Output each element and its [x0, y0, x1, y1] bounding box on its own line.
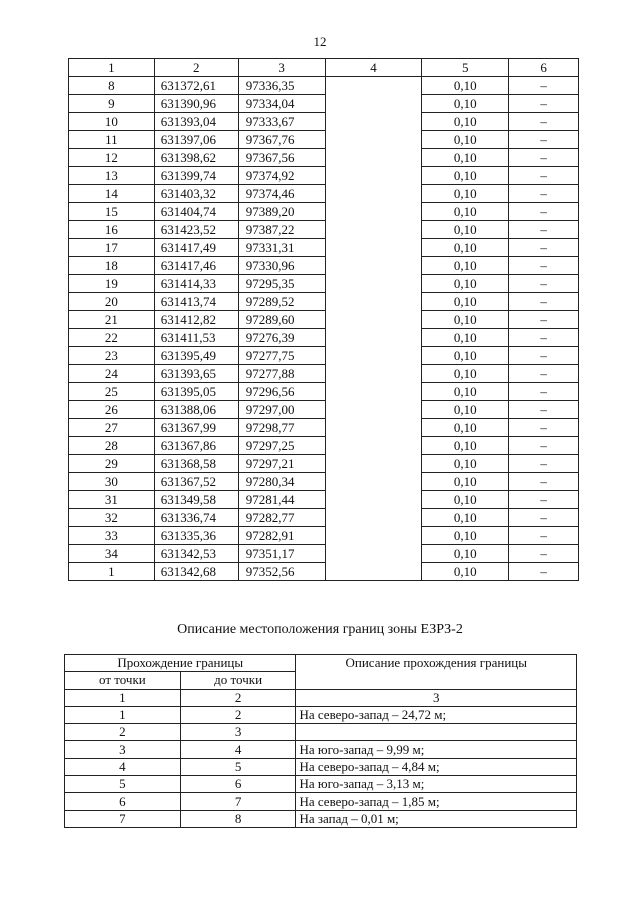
note-cell: –	[509, 185, 579, 203]
description-cell	[325, 293, 422, 311]
note-cell: –	[509, 293, 579, 311]
point-number-cell: 14	[69, 185, 155, 203]
table-header-row	[65, 655, 577, 672]
table-row	[69, 149, 579, 167]
y-coordinate-cell: 97289,52	[238, 293, 325, 311]
x-coordinate-cell: 631395,05	[154, 383, 238, 401]
to-point-cell: 7	[180, 793, 296, 810]
point-number-cell: 21	[69, 311, 155, 329]
from-point-cell: 4	[65, 758, 181, 775]
y-coordinate-cell: 97295,35	[238, 275, 325, 293]
description-cell	[325, 509, 422, 527]
point-number-cell: 27	[69, 419, 155, 437]
x-coordinate-cell: 631413,74	[154, 293, 238, 311]
accuracy-cell: 0,10	[422, 311, 509, 329]
y-coordinate-cell: 97289,60	[238, 311, 325, 329]
y-coordinate-cell: 97351,17	[238, 545, 325, 563]
table-row	[69, 545, 579, 563]
description-cell	[325, 365, 422, 383]
table-row	[69, 113, 579, 131]
to-point-cell: 4	[180, 741, 296, 758]
x-coordinate-cell: 631398,62	[154, 149, 238, 167]
y-coordinate-cell: 97298,77	[238, 419, 325, 437]
y-coordinate-cell: 97331,31	[238, 239, 325, 257]
note-cell: –	[509, 563, 579, 581]
y-coordinate-cell: 97330,96	[238, 257, 325, 275]
description-cell	[325, 113, 422, 131]
note-cell: –	[509, 95, 579, 113]
description-cell: На юго-запад – 9,99 м;	[296, 741, 577, 758]
description-cell	[325, 149, 422, 167]
table-row	[69, 221, 579, 239]
header-cell: 3	[238, 59, 325, 77]
accuracy-cell: 0,10	[422, 329, 509, 347]
column-number: 3	[296, 689, 577, 706]
description-cell: На северо-запад – 1,85 м;	[296, 793, 577, 810]
note-cell: –	[509, 221, 579, 239]
table-row	[69, 509, 579, 527]
boundary-description-table	[64, 654, 577, 828]
accuracy-cell: 0,10	[422, 401, 509, 419]
accuracy-cell: 0,10	[422, 203, 509, 221]
page-number: 12	[313, 34, 327, 49]
note-cell: –	[509, 149, 579, 167]
x-coordinate-cell: 631423,52	[154, 221, 238, 239]
description-cell	[325, 203, 422, 221]
y-coordinate-cell: 97336,35	[238, 77, 325, 95]
point-number-cell: 10	[69, 113, 155, 131]
description-cell	[325, 527, 422, 545]
column-number: 1	[65, 689, 181, 706]
point-number-cell: 22	[69, 329, 155, 347]
table-row	[69, 527, 579, 545]
x-coordinate-cell: 631335,36	[154, 527, 238, 545]
description-cell	[325, 311, 422, 329]
description-cell: На юго-запад – 3,13 м;	[296, 776, 577, 793]
table-row	[65, 776, 577, 793]
header-cell: 2	[154, 59, 238, 77]
x-coordinate-cell: 631390,96	[154, 95, 238, 113]
x-coordinate-cell: 631403,32	[154, 185, 238, 203]
x-coordinate-cell: 631372,61	[154, 77, 238, 95]
accuracy-cell: 0,10	[422, 77, 509, 95]
accuracy-cell: 0,10	[422, 563, 509, 581]
y-coordinate-cell: 97277,75	[238, 347, 325, 365]
y-coordinate-cell: 97334,04	[238, 95, 325, 113]
from-point-cell: 2	[65, 724, 181, 741]
x-coordinate-cell: 631414,33	[154, 275, 238, 293]
accuracy-cell: 0,10	[422, 545, 509, 563]
note-cell: –	[509, 365, 579, 383]
table-row	[69, 293, 579, 311]
description-cell	[325, 491, 422, 509]
table-row	[69, 491, 579, 509]
table-row	[69, 455, 579, 473]
note-cell: –	[509, 203, 579, 221]
point-number-cell: 9	[69, 95, 155, 113]
point-number-cell: 30	[69, 473, 155, 491]
accuracy-cell: 0,10	[422, 347, 509, 365]
note-cell: –	[509, 509, 579, 527]
accuracy-cell: 0,10	[422, 113, 509, 131]
to-point-cell: 8	[180, 810, 296, 827]
table-row	[69, 275, 579, 293]
to-point-cell: 2	[180, 706, 296, 723]
description-cell	[325, 131, 422, 149]
description-cell	[325, 77, 422, 95]
from-point-cell: 7	[65, 810, 181, 827]
table-number-row	[65, 689, 577, 706]
accuracy-cell: 0,10	[422, 419, 509, 437]
x-coordinate-cell: 631367,99	[154, 419, 238, 437]
point-number-cell: 19	[69, 275, 155, 293]
point-number-cell: 33	[69, 527, 155, 545]
x-coordinate-cell: 631342,53	[154, 545, 238, 563]
point-number-cell: 23	[69, 347, 155, 365]
from-point-cell: 1	[65, 706, 181, 723]
table-row	[69, 185, 579, 203]
note-cell: –	[509, 131, 579, 149]
description-cell	[325, 563, 422, 581]
y-coordinate-cell: 97387,22	[238, 221, 325, 239]
description-cell	[325, 239, 422, 257]
note-cell: –	[509, 473, 579, 491]
table-row	[65, 706, 577, 723]
point-number-cell: 24	[69, 365, 155, 383]
x-coordinate-cell: 631417,49	[154, 239, 238, 257]
column-number: 2	[180, 689, 296, 706]
description-cell	[325, 257, 422, 275]
accuracy-cell: 0,10	[422, 239, 509, 257]
from-point-cell: 6	[65, 793, 181, 810]
note-cell: –	[509, 257, 579, 275]
note-cell: –	[509, 527, 579, 545]
point-number-cell: 34	[69, 545, 155, 563]
accuracy-cell: 0,10	[422, 257, 509, 275]
accuracy-cell: 0,10	[422, 293, 509, 311]
point-number-cell: 25	[69, 383, 155, 401]
y-coordinate-cell: 97374,46	[238, 185, 325, 203]
point-number-cell: 20	[69, 293, 155, 311]
point-number-cell: 12	[69, 149, 155, 167]
to-point-cell: 5	[180, 758, 296, 775]
description-cell	[325, 383, 422, 401]
header-boundary-description: Описание прохождения границы	[296, 655, 577, 690]
note-cell: –	[509, 401, 579, 419]
note-cell: –	[509, 437, 579, 455]
note-cell: –	[509, 329, 579, 347]
point-number-cell: 29	[69, 455, 155, 473]
note-cell: –	[509, 77, 579, 95]
point-number-cell: 11	[69, 131, 155, 149]
note-cell: –	[509, 455, 579, 473]
point-number-cell: 8	[69, 77, 155, 95]
description-cell	[325, 185, 422, 203]
x-coordinate-cell: 631412,82	[154, 311, 238, 329]
accuracy-cell: 0,10	[422, 275, 509, 293]
y-coordinate-cell: 97297,21	[238, 455, 325, 473]
description-cell	[325, 401, 422, 419]
y-coordinate-cell: 97282,77	[238, 509, 325, 527]
table-row	[69, 203, 579, 221]
to-point-cell: 6	[180, 776, 296, 793]
header-from-point: от точки	[65, 672, 181, 689]
point-number-cell: 32	[69, 509, 155, 527]
description-cell	[325, 329, 422, 347]
note-cell: –	[509, 311, 579, 329]
accuracy-cell: 0,10	[422, 95, 509, 113]
description-cell: На северо-запад – 24,72 м;	[296, 706, 577, 723]
y-coordinate-cell: 97389,20	[238, 203, 325, 221]
table-row	[69, 95, 579, 113]
header-cell: 1	[69, 59, 155, 77]
point-number-cell: 1	[69, 563, 155, 581]
accuracy-cell: 0,10	[422, 473, 509, 491]
y-coordinate-cell: 97297,00	[238, 401, 325, 419]
x-coordinate-cell: 631367,86	[154, 437, 238, 455]
table-header-row	[69, 59, 579, 77]
note-cell: –	[509, 545, 579, 563]
header-to-point: до точки	[180, 672, 296, 689]
point-number-cell: 16	[69, 221, 155, 239]
y-coordinate-cell: 97281,44	[238, 491, 325, 509]
description-cell	[296, 724, 577, 741]
table-row	[65, 810, 577, 827]
x-coordinate-cell: 631368,58	[154, 455, 238, 473]
table-row	[69, 239, 579, 257]
point-number-cell: 31	[69, 491, 155, 509]
accuracy-cell: 0,10	[422, 149, 509, 167]
y-coordinate-cell: 97333,67	[238, 113, 325, 131]
x-coordinate-cell: 631342,68	[154, 563, 238, 581]
point-number-cell: 28	[69, 437, 155, 455]
table-row	[69, 419, 579, 437]
table-row	[69, 401, 579, 419]
x-coordinate-cell: 631411,53	[154, 329, 238, 347]
accuracy-cell: 0,10	[422, 455, 509, 473]
accuracy-cell: 0,10	[422, 131, 509, 149]
x-coordinate-cell: 631349,58	[154, 491, 238, 509]
point-number-cell: 17	[69, 239, 155, 257]
x-coordinate-cell: 631393,04	[154, 113, 238, 131]
table-row	[69, 347, 579, 365]
y-coordinate-cell: 97367,76	[238, 131, 325, 149]
note-cell: –	[509, 383, 579, 401]
table-row	[65, 793, 577, 810]
table-row	[69, 77, 579, 95]
table-row	[65, 758, 577, 775]
description-cell	[325, 437, 422, 455]
x-coordinate-cell: 631397,06	[154, 131, 238, 149]
y-coordinate-cell: 97282,91	[238, 527, 325, 545]
y-coordinate-cell: 97296,56	[238, 383, 325, 401]
accuracy-cell: 0,10	[422, 365, 509, 383]
description-cell	[325, 95, 422, 113]
description-cell	[325, 167, 422, 185]
x-coordinate-cell: 631395,49	[154, 347, 238, 365]
description-cell	[325, 221, 422, 239]
description-cell	[325, 455, 422, 473]
table-row	[69, 383, 579, 401]
header-cell: 5	[422, 59, 509, 77]
table-row	[69, 257, 579, 275]
x-coordinate-cell: 631399,74	[154, 167, 238, 185]
accuracy-cell: 0,10	[422, 383, 509, 401]
accuracy-cell: 0,10	[422, 491, 509, 509]
x-coordinate-cell: 631404,74	[154, 203, 238, 221]
accuracy-cell: 0,10	[422, 527, 509, 545]
table-row	[69, 311, 579, 329]
note-cell: –	[509, 113, 579, 131]
y-coordinate-cell: 97352,56	[238, 563, 325, 581]
header-boundary-passage: Прохождение границы	[65, 655, 296, 672]
note-cell: –	[509, 419, 579, 437]
note-cell: –	[509, 491, 579, 509]
accuracy-cell: 0,10	[422, 509, 509, 527]
x-coordinate-cell: 631388,06	[154, 401, 238, 419]
y-coordinate-cell: 97297,25	[238, 437, 325, 455]
section-title: Описание местоположения границ зоны ЕЗРЗ-2	[177, 622, 463, 637]
x-coordinate-cell: 631417,46	[154, 257, 238, 275]
table-row	[69, 329, 579, 347]
point-number-cell: 26	[69, 401, 155, 419]
x-coordinate-cell: 631393,65	[154, 365, 238, 383]
note-cell: –	[509, 275, 579, 293]
accuracy-cell: 0,10	[422, 221, 509, 239]
header-cell: 6	[509, 59, 579, 77]
coordinates-table	[68, 58, 579, 581]
table-row	[65, 741, 577, 758]
description-cell: На северо-запад – 4,84 м;	[296, 758, 577, 775]
description-cell	[325, 347, 422, 365]
table-row	[65, 724, 577, 741]
table-row	[69, 131, 579, 149]
table-row	[69, 473, 579, 491]
accuracy-cell: 0,10	[422, 167, 509, 185]
y-coordinate-cell: 97280,34	[238, 473, 325, 491]
y-coordinate-cell: 97277,88	[238, 365, 325, 383]
table-row	[69, 167, 579, 185]
accuracy-cell: 0,10	[422, 185, 509, 203]
note-cell: –	[509, 347, 579, 365]
point-number-cell: 15	[69, 203, 155, 221]
note-cell: –	[509, 167, 579, 185]
description-cell: На запад – 0,01 м;	[296, 810, 577, 827]
x-coordinate-cell: 631367,52	[154, 473, 238, 491]
accuracy-cell: 0,10	[422, 437, 509, 455]
y-coordinate-cell: 97276,39	[238, 329, 325, 347]
note-cell: –	[509, 239, 579, 257]
from-point-cell: 5	[65, 776, 181, 793]
point-number-cell: 13	[69, 167, 155, 185]
point-number-cell: 18	[69, 257, 155, 275]
description-cell	[325, 473, 422, 491]
from-point-cell: 3	[65, 741, 181, 758]
table-row	[69, 365, 579, 383]
y-coordinate-cell: 97367,56	[238, 149, 325, 167]
x-coordinate-cell: 631336,74	[154, 509, 238, 527]
table-row	[69, 437, 579, 455]
description-cell	[325, 275, 422, 293]
description-cell	[325, 545, 422, 563]
to-point-cell: 3	[180, 724, 296, 741]
y-coordinate-cell: 97374,92	[238, 167, 325, 185]
description-cell	[325, 419, 422, 437]
table-row	[69, 563, 579, 581]
header-cell: 4	[325, 59, 422, 77]
